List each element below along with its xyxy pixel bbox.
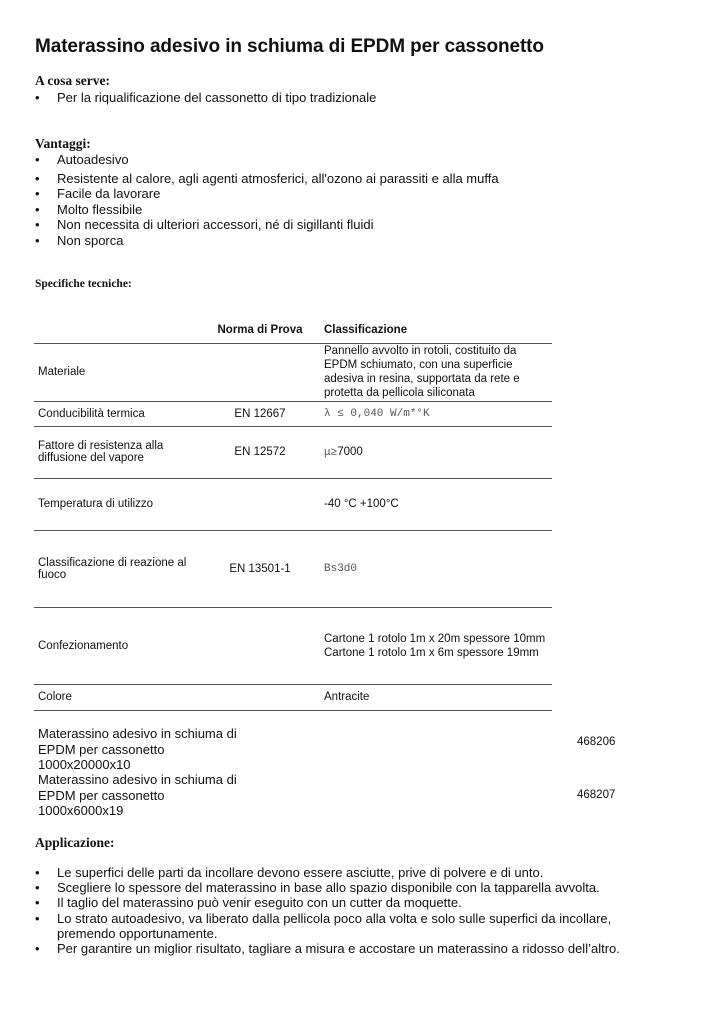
table-row: Temperatura di utilizzo -40 °C +100°C bbox=[34, 478, 552, 530]
advantages-list bbox=[35, 152, 499, 248]
specs-table bbox=[34, 318, 552, 711]
list-item: • Molto flessibile bbox=[35, 201, 143, 217]
uses-heading: A cosa serve: bbox=[35, 73, 110, 88]
product-code: 468207 bbox=[577, 789, 616, 801]
table-row: Conducibilità termica EN 12667 λ ≤ 0,040 W/m*°K bbox=[34, 401, 552, 426]
bullet-icon: • bbox=[35, 217, 40, 232]
list-item: • Resistente al calore, agli agenti atmosferici, all'ozono ai parassiti e alla muffa bbox=[35, 170, 499, 186]
list-item: • Autoadesivo bbox=[35, 152, 129, 167]
application-heading: Applicazione: bbox=[35, 835, 115, 850]
bullet-icon: • bbox=[35, 152, 40, 167]
bullet-icon: • bbox=[35, 232, 40, 248]
bullet-icon: • bbox=[35, 865, 40, 880]
table-header-row bbox=[34, 318, 552, 343]
bullet-icon: • bbox=[35, 186, 40, 201]
product-code: 468206 bbox=[577, 736, 616, 748]
product-name: Materassino adesivo in schiuma di EPDM per cassonetto 1000x6000x19 bbox=[38, 772, 237, 818]
table-row: Fattore di resistenza alla diffusione del vapore EN 12572 μ≥7000 bbox=[34, 426, 552, 478]
list-item: • Il taglio del materassino può venir eseguito con un cutter da moquette. bbox=[35, 895, 462, 911]
list-item: • Per garantire un miglior risultato, tagliare a misura e accostare un materassino a ridosso dell’altro. bbox=[35, 941, 620, 957]
list-item: • Non necessita di ulteriori accessori, né di sigillanti fluidi bbox=[35, 217, 374, 232]
bullet-icon: • bbox=[35, 170, 40, 186]
page-title: Materassino adesivo in schiuma di EPDM per cassonetto bbox=[35, 36, 544, 57]
advantages-heading: Vantaggi: bbox=[35, 136, 91, 151]
header-classification: Classificazione bbox=[320, 318, 552, 343]
table-row: Confezionamento Cartone 1 rotolo 1m x 20m spessore 10mm Cartone 1 rotolo 1m x 6m spessore 19mm bbox=[34, 607, 552, 684]
bullet-icon: • bbox=[35, 895, 40, 911]
list-item: • Facile da lavorare bbox=[35, 186, 161, 201]
header-property bbox=[34, 318, 200, 343]
bullet-icon: • bbox=[35, 880, 40, 896]
bullet-icon: • bbox=[35, 90, 40, 105]
bullet-icon: • bbox=[35, 910, 40, 926]
bullet-icon: • bbox=[35, 941, 40, 957]
table-row: Classificazione di reazione al fuoco EN 13501-1 Bs3d0 bbox=[34, 530, 552, 607]
list-item: • Per la riqualificazione del cassonetto di tipo tradizionale bbox=[35, 90, 377, 105]
list-item: • Lo strato autoadesivo, va liberato dalla pellicola poco alla volta e solo sulle superfici da incollare, premendo opportunamente. bbox=[35, 910, 612, 941]
header-norm: Norma di Prova bbox=[200, 318, 320, 343]
specs-heading: Specifiche tecniche: bbox=[35, 278, 132, 290]
bullet-icon: • bbox=[35, 201, 40, 217]
list-item: • Scegliere lo spessore del materassino in base allo spazio disponibile con la tapparella avvolta. bbox=[35, 880, 600, 896]
list-item: • Le superfici delle parti da incollare devono essere asciutte, prive di polvere e di unto. bbox=[35, 865, 544, 880]
table-row: Colore Antracite bbox=[34, 684, 552, 710]
uses-list bbox=[35, 90, 376, 106]
mu-symbol: μ≥ bbox=[324, 446, 338, 459]
list-item: • Non sporca bbox=[35, 232, 124, 248]
product-name: Materassino adesivo in schiuma di EPDM per cassonetto 1000x20000x10 bbox=[38, 726, 237, 772]
table-row: Materiale Pannello avvolto in rotoli, costituito da EPDM schiumato, con una superficie adesiva in resina, supportata da rete e protetta da pellicola siliconata bbox=[34, 343, 552, 401]
application-list bbox=[35, 865, 655, 956]
